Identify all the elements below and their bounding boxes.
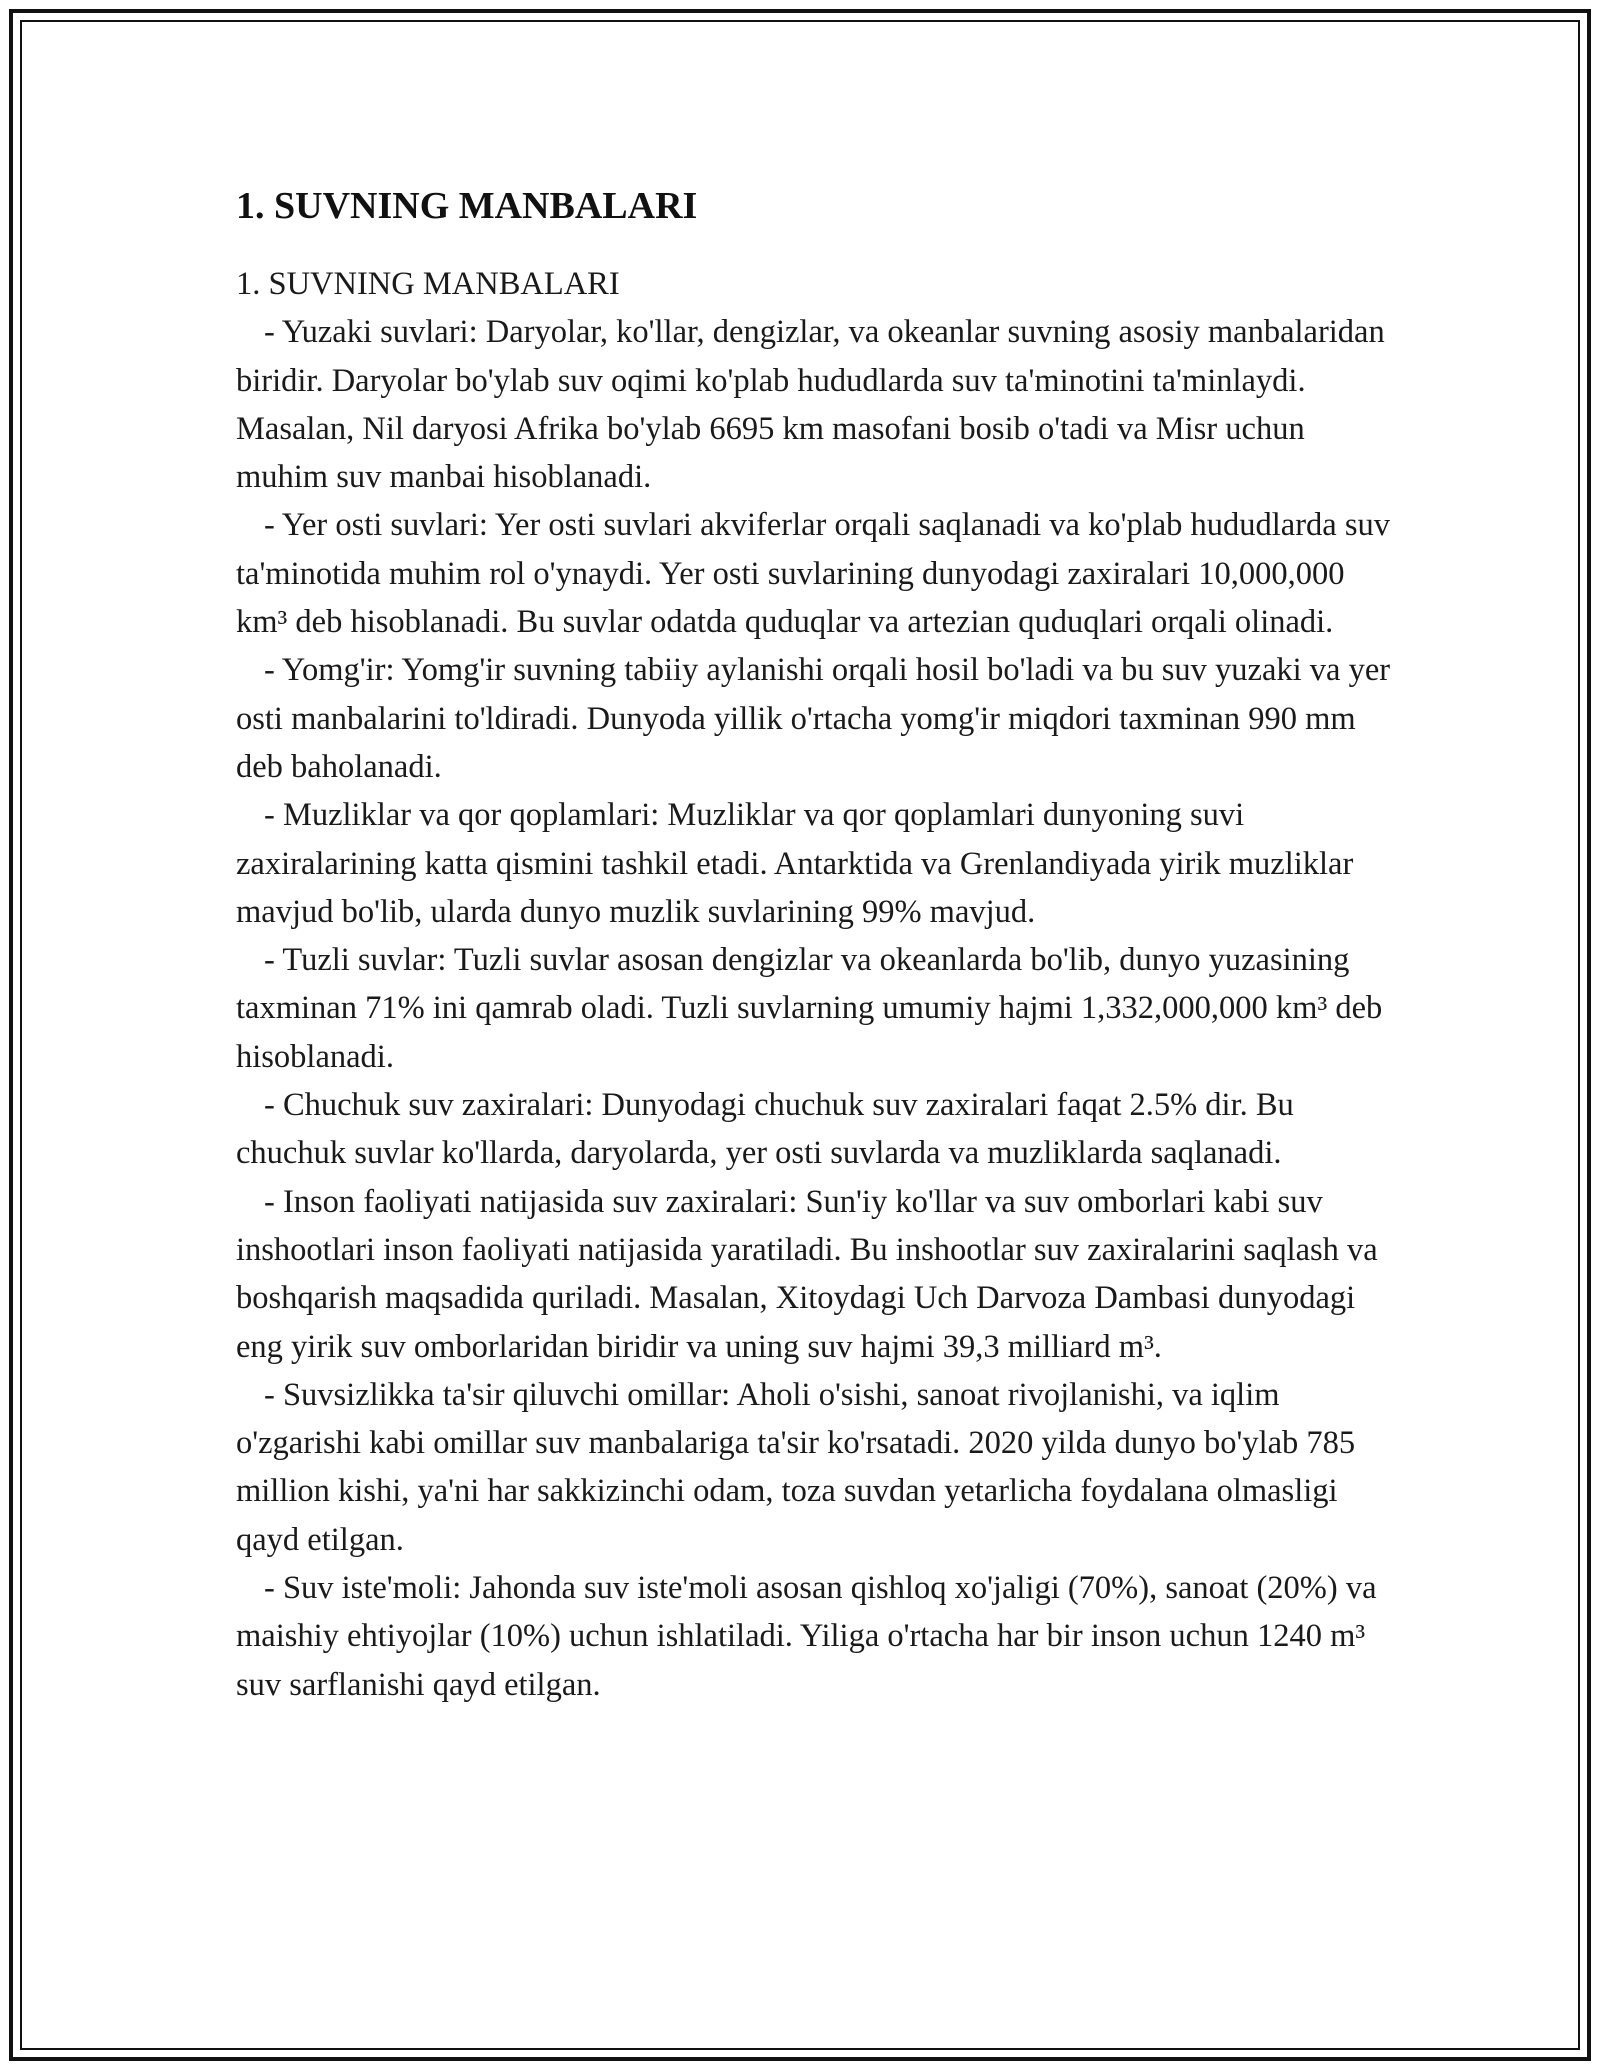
paragraph-water-consumption: - Suv iste'moli: Jahonda suv iste'moli asosan qishloq xo'jaligi (70%), sanoat (20%) va maishiy ehtiyojlar (10%) uchun ishlatiladi. Yiliga o'rtacha har bir inson uchun 1240 m³ suv sarflanishi qayd etilgan. — [236, 1570, 1377, 1703]
paragraph-human-reservoirs: - Inson faoliyati natijasida suv zaxiralari: Sun'iy ko'llar va suv omborlari kabi suv inshootlari inson faoliyati natijasida yaratiladi. Bu inshootlar suv zaxiralarini saqlash va boshqarish maqsadida quriladi. Masalan, Xitoydagi Uch Darvoza Dambasi dunyodagi eng yirik suv omborlaridan biridir va uning suv hajmi 39,3 milliard m³. — [236, 1183, 1378, 1365]
section-intro: 1. SUVNING MANBALARI — [236, 266, 620, 302]
paragraph-glaciers: - Muzliklar va qor qoplamlari: Muzliklar va qor qoplamlari dunyoning suvi zaxiralarining katta qismini tashkil etadi. Antarktida va Grenlandiyada yirik muzliklar mavjud bo'lib, ularda dunyo muzlik suvlarining 99% mavjud. — [236, 797, 1354, 930]
paragraph-water-scarcity: - Suvsizlikka ta'sir qiluvchi omillar: Aholi o'sishi, sanoat rivojlanishi, va iqlim o'zgarishi kabi omillar suv manbalariga ta'sir ko'rsatadi. 2020 yilda dunyo bo'ylab 785 million kishi, ya'ni har sakkizinchi odam, toza suvdan yetarlicha foydalana olmasligi qayd etilgan. — [236, 1376, 1356, 1558]
paragraph-salt-water: - Tuzli suvlar: Tuzli suvlar asosan dengizlar va okeanlarda bo'lib, dunyo yuzasining taxminan 71% ini qamrab oladi. Tuzli suvlarning umumiy hajmi 1,332,000,000 km³ deb hisoblanadi. — [236, 942, 1383, 1075]
section-heading: 1. SUVNING MANBALARI — [236, 185, 698, 227]
document-content — [236, 183, 1396, 1709]
paragraph-surface-water: - Yuzaki suvlari: Daryolar, ko'llar, dengizlar, va okeanlar suvning asosiy manbalaridan biridir. Daryolar bo'ylab suv oqimi ko'plab hududlarda suv ta'minotini ta'minlaydi. Masalan, Nil daryosi Afrika bo'ylab 6695 km masofani bosib o'tadi va Misr uchun muhim suv manbai hisoblanadi. — [236, 314, 1385, 496]
paragraph-rain: - Yomg'ir: Yomg'ir suvning tabiiy aylanishi orqali hosil bo'ladi va bu suv yuzaki va yer osti manbalarini to'ldiradi. Dunyoda yillik o'rtacha yomg'ir miqdori taxminan 990 mm deb baholanadi. — [236, 652, 1391, 785]
paragraph-groundwater: - Yer osti suvlari: Yer osti suvlari akviferlar orqali saqlanadi va ko'plab hududlarda suv ta'minotida muhim rol o'ynaydi. Yer osti suvlarining dunyodagi zaxiralari 10,000,000 km³ deb hisoblanadi. Bu suvlar odatda quduqlar va artezian quduqlari orqali olinadi. — [236, 507, 1390, 641]
section-body — [236, 260, 1396, 1709]
paragraph-fresh-water: - Chuchuk suv zaxiralari: Dunyodagi chuchuk suv zaxiralari faqat 2.5% dir. Bu chuchuk suvlar ko'llarda, daryolarda, yer osti suvlarda va muzliklarda saqlanadi. — [236, 1087, 1294, 1172]
